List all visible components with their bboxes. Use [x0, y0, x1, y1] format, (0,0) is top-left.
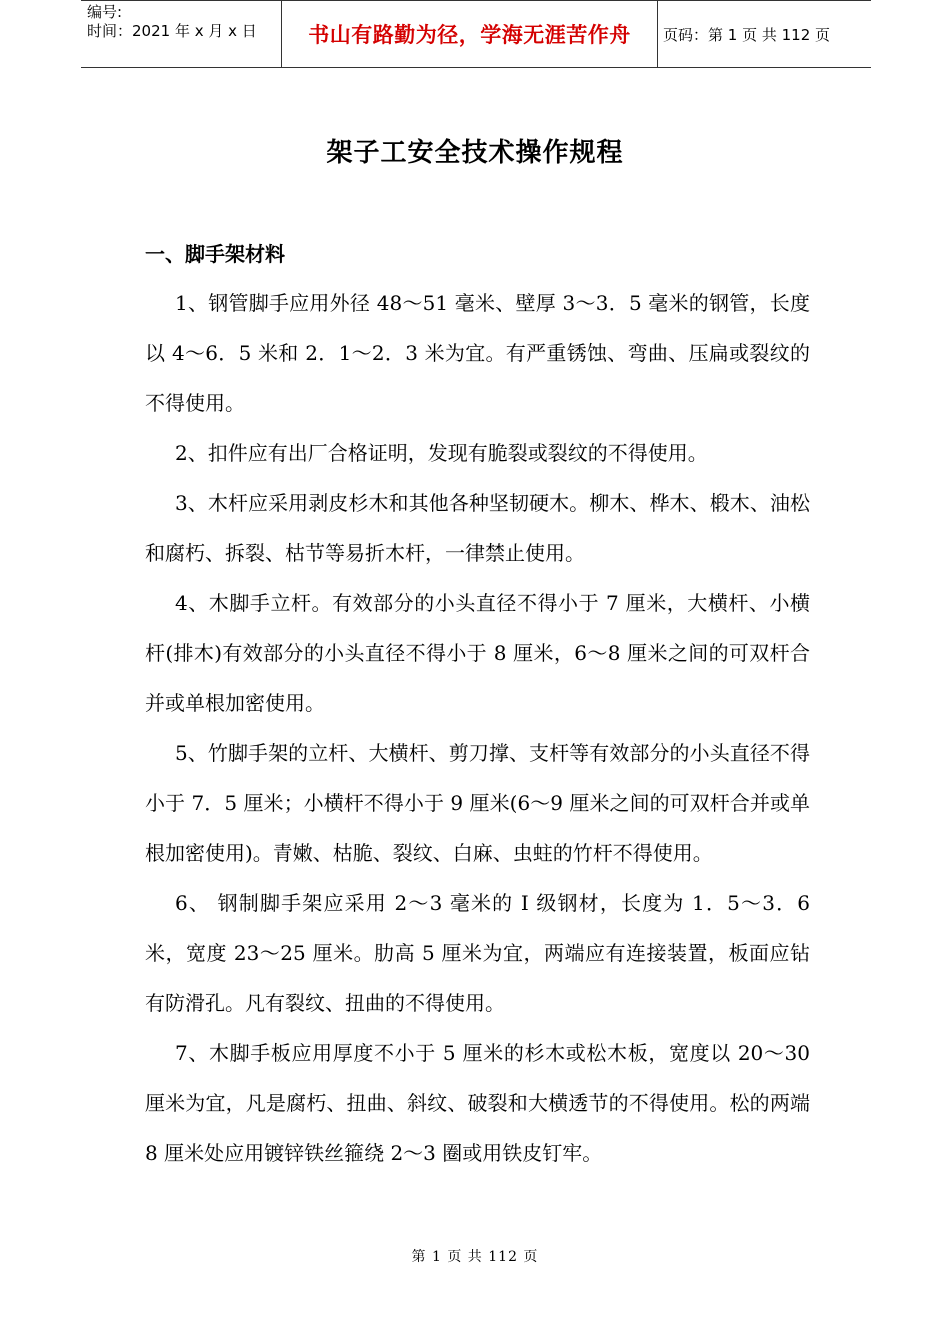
header-motto-cell	[281, 1, 658, 67]
header-meta	[87, 3, 282, 41]
page-header	[81, 0, 871, 68]
paragraph-3: 3、木杆应采用剥皮杉木和其他各种坚韧硬木。柳木、桦木、椴木、油松和腐朽、拆裂、枯节等易折木杆，一律禁止使用。	[145, 491, 810, 565]
document-time: 时间：2021 年 x 月 x 日	[87, 22, 257, 40]
paragraph-5: 5、竹脚手架的立杆、大横杆、剪刀撑、支杆等有效部分的小头直径不得小于 7．5 厘米；小横杆不得小于 9 厘米(6～9 厘米之间的可双杆合并或单根加密使用)。青嫩、枯脆、裂纹、白麻、虫蛀的竹杆不得使用。	[145, 741, 810, 865]
header-motto: 书山有路勤为径，学海无涯苦作舟	[308, 23, 631, 47]
document-number-label: 编号:	[87, 3, 123, 21]
paragraph-6: 6、 钢制脚手架应采用 2～3 毫米的 I 级钢材，长度为 1．5～3．6 米，宽度 23～25 厘米。肋高 5 厘米为宜，两端应有连接装置，板面应钻有防滑孔。凡有裂纹、扭曲的不得使用。	[145, 891, 810, 1015]
paragraph-1: 1、钢管脚手应用外径 48～51 毫米、壁厚 3～3．5 毫米的钢管，长度以 4～6．5 米和 2．1～2．3 米为宜。有严重锈蚀、弯曲、压扁或裂纹的不得使用。	[145, 291, 810, 415]
page-footer: 第 1 页 共 112 页	[411, 1249, 539, 1265]
paragraph-4: 4、木脚手立杆。有效部分的小头直径不得小于 7 厘米，大横杆、小横杆(排木)有效部分的小头直径不得小于 8 厘米，6～8 厘米之间的可双杆合并或单根加密使用。	[145, 591, 810, 715]
section-heading: 一、脚手架材料	[145, 242, 285, 266]
paragraph-7: 7、木脚手板应用厚度不小于 5 厘米的杉木或松木板，宽度以 20～30 厘米为宜，凡是腐朽、扭曲、斜纹、破裂和大横透节的不得使用。松的两端 8 厘米处应用镀锌铁丝箍绕 2～3 圈或用铁皮钉牢。	[145, 1041, 810, 1165]
document-body	[145, 278, 810, 1178]
paragraph-2: 2、扣件应有出厂合格证明，发现有脆裂或裂纹的不得使用。	[175, 441, 708, 465]
header-page-info: 页码：第 1 页 共 112 页	[663, 25, 831, 44]
document-title: 架子工安全技术操作规程	[326, 138, 624, 168]
